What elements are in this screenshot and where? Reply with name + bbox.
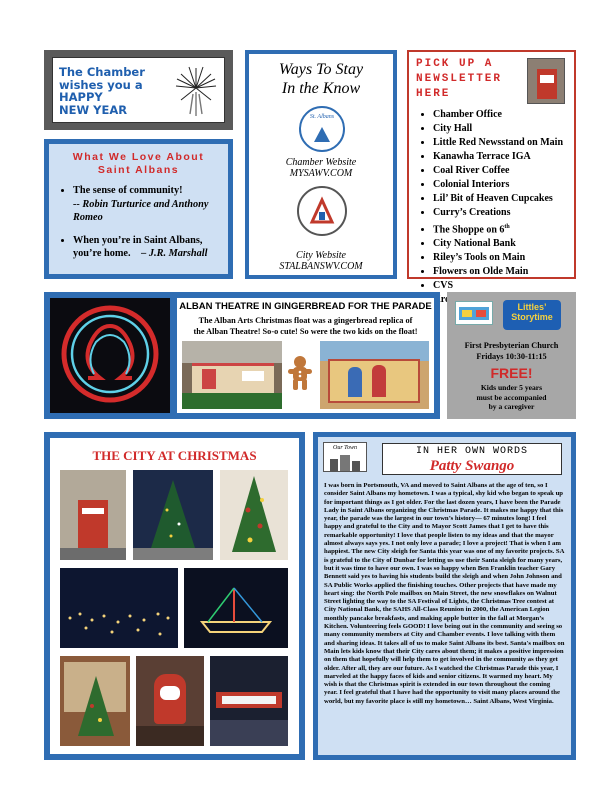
love-attribution: – J.R. Marshall — [141, 248, 208, 259]
bank-christmas-tree-photo — [133, 470, 213, 560]
love-item — [73, 184, 225, 225]
holiday-display-photo — [60, 656, 130, 746]
stay-title-line: In the Know — [281, 80, 361, 97]
pickup-location-text: The Shoppe on 6 — [433, 224, 505, 236]
pickup-heading — [416, 57, 502, 102]
chamber-logo-text: St. Albans — [309, 114, 335, 120]
pickup-location: • Kanawha Terrace IGA — [433, 150, 573, 164]
christmas-title: THE CITY AT CHRISTMAS — [92, 448, 257, 463]
love-heading — [49, 151, 228, 177]
chamber-website-link[interactable]: MYSAWV.COM — [289, 168, 353, 179]
pickup-heading-line: HERE — [416, 88, 451, 100]
alban-theatre-box — [44, 292, 440, 419]
theatre-caption-line: the Alban Theatre! So-o cute! So were the two kids on the float! — [193, 326, 418, 336]
love-item-text: When you’re in Saint Albans, — [73, 234, 203, 246]
city-website-link[interactable]: STALBANSWV.COM — [279, 261, 363, 272]
love-item-text: The sense of community! — [73, 185, 183, 196]
love-attribution: -- Robin Turturice and Anthony — [73, 198, 209, 210]
greeting-line: HAPPY — [59, 90, 103, 104]
love-heading-line: What We Love About — [72, 151, 205, 163]
storytime-details — [447, 340, 576, 412]
storytime-title-line: Storytime — [511, 312, 553, 322]
love-item — [73, 234, 225, 261]
storytime-box — [447, 292, 576, 419]
theatre-sign-photo — [50, 298, 170, 413]
city-at-christmas-box — [44, 432, 305, 760]
pickup-location: • Colonial Interiors — [433, 178, 573, 192]
newsstand-photo — [527, 58, 565, 104]
pickup-superscript: th — [504, 224, 510, 230]
theatre-caption-line: The Alban Arts Christmas float was a gingerbread replica of — [198, 316, 413, 325]
gingerbread-man-icon — [287, 355, 313, 391]
pickup-list — [413, 108, 573, 307]
storytime-time: Fridays 10:30-11:15 — [476, 352, 547, 361]
pickup-location: • Little Red Newsstand on Main — [433, 136, 573, 150]
pickup-location: • City National Bank — [433, 237, 573, 251]
storytime-church: First Presbyterian Church — [464, 341, 559, 350]
storytime-free: FREE! — [490, 365, 533, 381]
new-year-text — [59, 66, 145, 116]
love-attribution: Romeo — [73, 212, 103, 223]
storytime-title-line: Littles’ — [517, 302, 547, 312]
new-year-box — [44, 50, 233, 130]
love-item-text: you’re home. — [73, 248, 131, 259]
city-logo — [297, 186, 347, 236]
north-pole-mailbox-photo — [60, 470, 126, 560]
pickup-heading-line: NEWSLETTER — [416, 73, 503, 85]
patty-story-text: I was born in Portsmouth, VA and moved to Saint Albans at the age of ten, so I consider Saint Albans my hometown. I was a typical, shy kid who began to speak up for important things as I got older. For the last dozen years, I have been the Parade Lady in Saint Albans organizing the Christmas Parade. It makes me happy that this year, the parade was the largest in our town’s history— 67 minutes long! I feel happy and grateful to the City and to Mayor Scott James that I get to have this remarkable opportunity! I love that people listen to my ideas and that the mayor almost always says yes. I not only love a parade; I love a project! That is when I am happiest. The new City sleigh for Santa this year was one of my favorite projects. SA is grateful to the City of Dunbar for letting us use their Santa sleigh for many years, but it was time to have our own. I was so happy when Ben Franklin teacher Gary Bennett said yes to having his students build the sleigh and when John Johnson and SA Public Works applied the finishing touches. Other projects that have made my heart sing: the North Pole mailbox on Main Street, the new snowflakes on Walnut Street lighting the way to the SA Festival of Lights, the Christmas Tree contest at City National Bank, the SAHS All-Class Reunion in 2000, the American Legion monthly pancake breakfasts, and making apple butter in the fall at Morgan’s Kitchen. Volunteering feels GOOD! I love being out in the community and seeing so many community members at City and Chamber events. I love talking with them and sharing ideas. It takes all of us to make Saint Albans its best. Santa's mailbox on Main lets kids know that their City cares about them; it makes a positive impression on them that hopefully will help them to get involved in the community as they get older. After all, they are our future. As I watched the Christmas Parade this year, I marveled at the happy faces of kids and senior citizens. It warmed my heart. My wish is that the Christmas spirit is extended in our town throughout the coming year. I feel grateful that I have had the opportunity to visit many places around the world, but my favorite place is still my hometown… Saint Albans, West Virginia. — [324, 482, 565, 705]
our-town-logo-text: Our Town — [333, 445, 357, 451]
pickup-location: • CVS — [433, 279, 573, 293]
storytime-logo — [455, 301, 493, 325]
storytime-note: Kids under 5 years — [480, 383, 543, 392]
our-town-logo — [323, 442, 367, 472]
words-heading: IN HER OWN WORDS — [415, 446, 528, 457]
what-we-love-box — [44, 139, 233, 279]
alban-marquee-photo — [210, 656, 288, 746]
chamber-logo — [299, 106, 345, 152]
pickup-location: • Riley’s Tools on Main — [433, 251, 573, 265]
santa-visit-photo — [136, 656, 204, 746]
greeting-line: The Chamber — [59, 65, 145, 79]
pickup-location: • City Hall — [433, 122, 573, 136]
lighted-boat-photo — [184, 568, 288, 648]
pickup-location — [433, 220, 573, 237]
greeting-line: NEW YEAR — [59, 102, 128, 117]
words-header — [382, 443, 562, 475]
storytime-note: must be accompanied — [476, 392, 547, 402]
theatre-caption — [177, 316, 434, 337]
city-website — [249, 250, 393, 272]
patty-swango-name: Patty Swango — [429, 458, 515, 474]
gingerbread-float-photo — [182, 341, 282, 409]
decorated-tree-photo — [220, 470, 288, 560]
firework-icon — [173, 64, 219, 118]
greeting-line: wishes you a — [59, 77, 143, 92]
love-heading-line: Saint Albans — [97, 164, 180, 176]
chamber-website-label: Chamber Website — [285, 157, 357, 168]
ways-to-stay-box — [245, 50, 397, 279]
kids-on-float-photo — [320, 341, 429, 409]
pickup-location: • Flowers on Olde Main — [433, 265, 573, 279]
pickup-heading-line: PICK UP A — [416, 58, 494, 70]
newsletter-locations-box — [407, 50, 576, 292]
festival-of-lights-photo — [60, 568, 178, 648]
pickup-location: • Chamber Office — [433, 108, 573, 122]
storytime-title — [503, 300, 561, 330]
storytime-note: by a caregiver — [488, 402, 535, 411]
pickup-location: • Coal River Coffee — [433, 164, 573, 178]
theatre-title: ALBAN THEATRE IN GINGERBREAD FOR THE PARADE — [179, 301, 432, 312]
chamber-website — [249, 157, 393, 179]
pickup-location: • Curry’s Creations — [433, 206, 573, 220]
pickup-location: • Lil’ Bit of Heaven Cupcakes — [433, 192, 573, 206]
in-her-own-words-box — [313, 432, 576, 760]
stay-title — [249, 60, 393, 98]
stay-title-line: Ways To Stay — [278, 61, 364, 78]
love-list — [57, 184, 225, 261]
city-website-label: City Website — [296, 250, 346, 261]
